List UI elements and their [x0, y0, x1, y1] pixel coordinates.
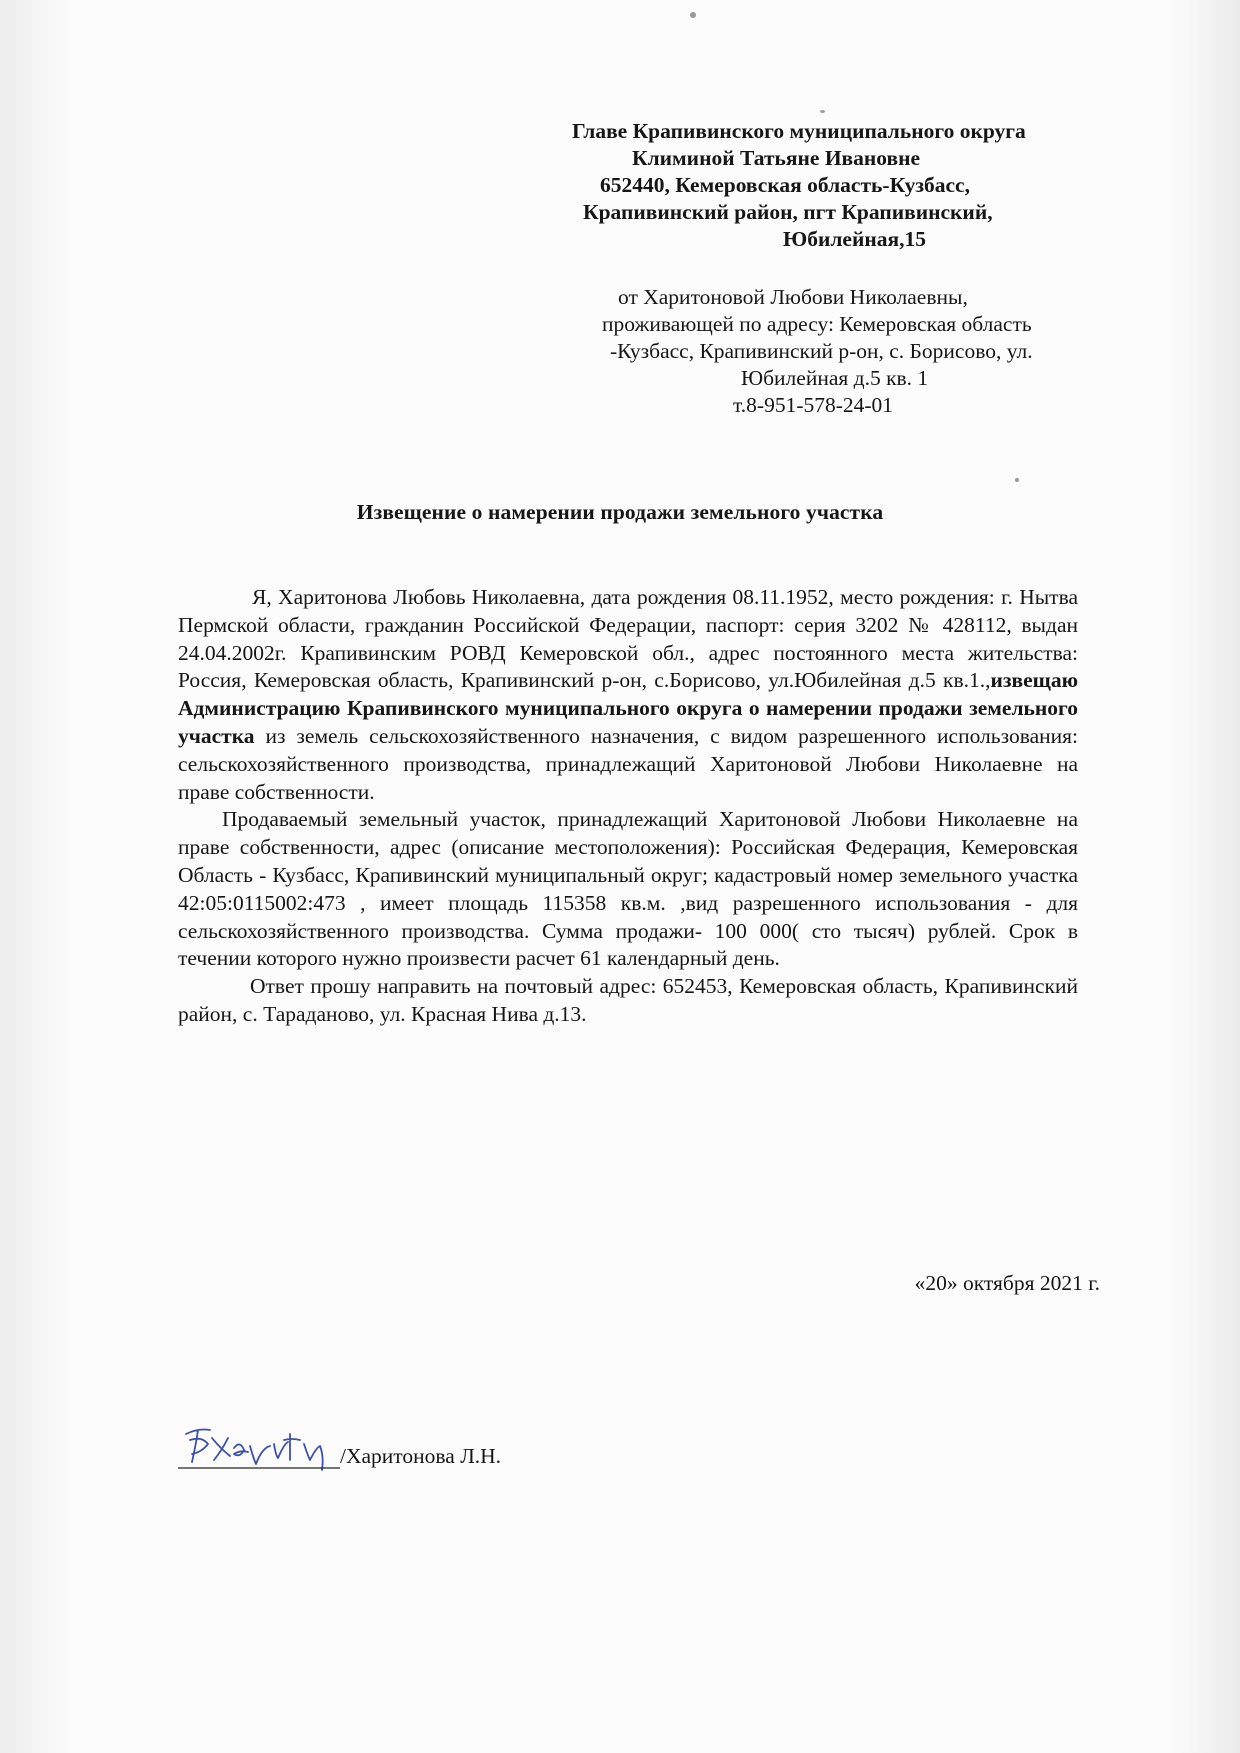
sender-line: -Кузбасс, Крапивинский р-он, с. Борисово, ул. [610, 339, 1033, 363]
paragraph-1-text-end: из земель сельскохозяйственного назначения, с видом разрешенного использования: сельскохозяйственного производства, принадлежащий Харитоновой Любови Николаевне на праве собственности. [178, 723, 1078, 804]
scan-shadow-right [1168, 0, 1240, 1753]
addressee-line: Юбилейная,15 [783, 227, 926, 251]
sender-line: проживающей по адресу: Кемеровская область [602, 312, 1032, 336]
notice-body [178, 584, 1078, 1029]
sender-line: от Харитоновой Любови Николаевны, [618, 285, 968, 309]
scan-speck [820, 110, 825, 113]
paragraph-2: Продаваемый земельный участок, принадлежащий Харитоновой Любови Николаевне на праве собственности, адрес (описание местоположения): Российская Федерация, Кемеровская Область - Кузбасс, Крапивинский муниципальный округ; кадастровый номер земельного участка 42:05:0115002:473 , имеет площадь 115358 кв.м. ,вид разрешенного использования - для сельскохозяйственного производства. Сумма продажи- 100 000( сто тысяч) рублей. Срок в течении которого нужно произвести расчет 61 календарный день. [178, 807, 1078, 971]
signature-block [178, 1420, 578, 1480]
addressee-line: Климиной Татьяне Ивановне [632, 146, 921, 170]
addressee-line: Главе Крапивинского муниципального округа [572, 119, 1026, 143]
sender-block [590, 284, 1110, 419]
document-date: «20» октября 2021 г. [914, 1271, 1100, 1295]
addressee-line: Крапивинский район, пгт Крапивинский, [583, 200, 993, 224]
paragraph-3: Ответ прошу направить на почтовый адрес: 652453, Кемеровская область, Крапивинский район, с. Тараданово, ул. Красная Нива д.13. [178, 974, 1078, 1026]
document-title: Извещение о намерении продажи земельного участка [356, 500, 884, 524]
handwritten-signature [178, 1420, 343, 1476]
addressee-line: 652440, Кемеровская область-Кузбасс, [600, 173, 970, 197]
sender-line: Юбилейная д.5 кв. 1 [741, 366, 929, 390]
scan-speck [690, 12, 696, 18]
signer-name: /Харитонова Л.Н. [340, 1444, 502, 1468]
scan-speck [1015, 478, 1019, 482]
paragraph-1 [178, 584, 1078, 806]
paragraph-1-text: Я, Харитонова Любовь Николаевна, дата рождения 08.11.1952, место рождения: г. Нытва Пермской области, гражданин Российской Федерации, паспорт: серия 3202 № 428112, выдан 24.04.2002г. Крапивинским РОВД Кемеровской обл., адрес постоянного места жительства: Россия, Кемеровская область, Крапивинский р-он, с.Борисово, ул.Юбилейная д.5 кв.1., [178, 585, 1078, 693]
addressee-block [560, 118, 1130, 253]
sender-line: т.8-951-578-24-01 [733, 393, 894, 417]
scan-shadow-left [0, 0, 72, 1753]
paragraph-1-bold-text: извещаю Администрацию Крапивинского муниципального округа о намерении продажи земельного участка [178, 668, 1078, 748]
